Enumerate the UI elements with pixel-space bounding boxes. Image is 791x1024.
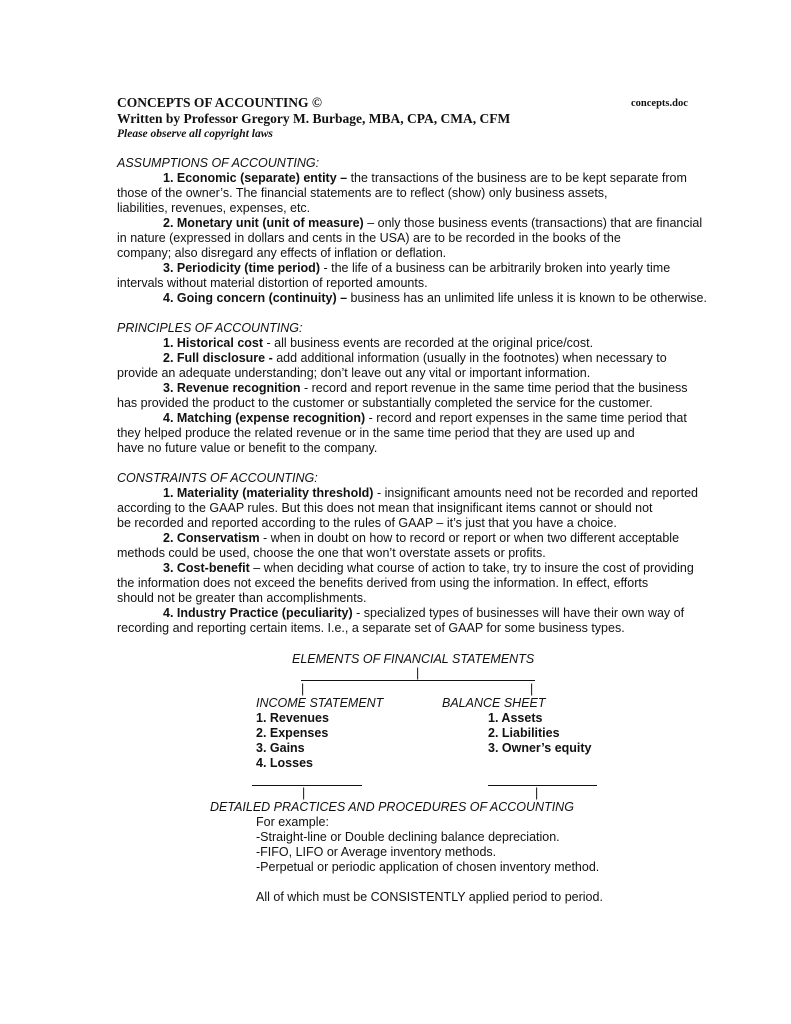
income-item: 1. Revenues xyxy=(256,711,329,725)
constraint-text: - when in doubt on how to record or report or when two different acceptable xyxy=(259,531,680,545)
constraint-text: the information does not exceed the benefits derived from using the information. In effect, efforts xyxy=(117,576,649,590)
assumption-text: in nature (expressed in dollars and cents in the USA) are to be recorded in the books of the xyxy=(117,231,621,245)
assumption-item xyxy=(117,216,737,231)
constraint-term: 4. Industry Practice (peculiarity) xyxy=(163,606,353,620)
assumption-text: – only those business events (transactions) that are financial xyxy=(363,216,703,230)
document-title: CONCEPTS OF ACCOUNTING © xyxy=(117,95,322,110)
constraint-term: 2. Conservatism xyxy=(163,531,260,545)
balance-item: 3. Owner’s equity xyxy=(488,741,592,755)
constraint-text: according to the GAAP rules. But this does not mean that insignificant items cannot or should not xyxy=(117,501,653,515)
principle-text: they helped produce the related revenue or in the same time period that they are used up and xyxy=(117,426,635,440)
principle-text: provide an adequate understanding; don’t leave out any vital or important information. xyxy=(117,366,591,380)
assumption-text: the transactions of the business are to be kept separate from xyxy=(347,171,687,185)
connector-pipe-balance: | xyxy=(535,786,539,800)
constraints-heading: CONSTRAINTS OF ACCOUNTING: xyxy=(117,471,318,485)
balance-item: 2. Liabilities xyxy=(488,726,560,740)
assumptions-list xyxy=(117,171,737,306)
constraint-item xyxy=(117,561,737,576)
practices-closing: All of which must be CONSISTENTLY applied period to period. xyxy=(256,890,603,904)
principle-item xyxy=(117,381,737,396)
assumption-item xyxy=(117,291,737,306)
principle-term: 4. Matching (expense recognition) xyxy=(163,411,366,425)
income-underline xyxy=(252,785,362,786)
assumption-item xyxy=(117,171,737,186)
constraint-text: - specialized types of businesses will have their own way of xyxy=(352,606,685,620)
principle-text: has provided the product to the customer or substantially completed the service for the customer. xyxy=(117,396,653,410)
assumption-text: intervals without material distortion of reported amounts. xyxy=(117,276,428,290)
principles-heading: PRINCIPLES OF ACCOUNTING: xyxy=(117,321,303,335)
income-statement-list xyxy=(256,711,329,771)
principle-term: 1. Historical cost xyxy=(163,336,264,350)
principle-text: - record and report revenue in the same time period that the business xyxy=(300,381,688,395)
assumption-text: liabilities, revenues, expenses, etc. xyxy=(117,201,311,215)
constraint-item xyxy=(117,531,737,546)
principles-list xyxy=(117,336,737,456)
connector-pipe-left: | xyxy=(301,682,305,696)
constraint-text: should not be greater than accomplishments. xyxy=(117,591,367,605)
balance-sheet-heading: BALANCE SHEET xyxy=(442,696,546,710)
constraint-item xyxy=(117,606,737,621)
assumption-term: 3. Periodicity (time period) xyxy=(163,261,320,275)
copyright-notice: Please observe all copyright laws xyxy=(117,128,273,140)
balance-underline xyxy=(488,785,597,786)
principle-text: - all business events are recorded at the original price/cost. xyxy=(263,336,594,350)
practices-heading: DETAILED PRACTICES AND PROCEDURES OF ACCOUNTING xyxy=(210,800,574,814)
connector-pipe-right: | xyxy=(530,682,534,696)
practices-intro: For example: xyxy=(256,815,329,829)
spacer xyxy=(256,875,603,890)
income-item: 2. Expenses xyxy=(256,726,329,740)
document-filename: concepts.doc xyxy=(631,98,688,109)
principle-text: - record and report expenses in the same time period that xyxy=(365,411,687,425)
balance-item: 1. Assets xyxy=(488,711,543,725)
principle-text: have no future value or benefit to the company. xyxy=(117,441,378,455)
principle-item xyxy=(117,336,737,351)
assumption-text: company; also disregard any effects of inflation or deflation. xyxy=(117,246,447,260)
principle-text: add additional information (usually in the footnotes) when necessary to xyxy=(272,351,667,365)
assumption-text: - the life of a business can be arbitrarily broken into yearly time xyxy=(319,261,671,275)
assumption-item xyxy=(117,261,737,276)
principle-term: 3. Revenue recognition xyxy=(163,381,301,395)
connector-pipe-income: | xyxy=(302,786,306,800)
practice-example: -Perpetual or periodic application of chosen inventory method. xyxy=(256,860,600,874)
constraint-text: - insignificant amounts need not be recorded and reported xyxy=(373,486,698,500)
elements-heading: ELEMENTS OF FINANCIAL STATEMENTS xyxy=(292,652,535,666)
assumption-term: 2. Monetary unit (unit of measure) xyxy=(163,216,364,230)
constraint-text: recording and reporting certain items. I.e., a separate set of GAAP for some business types. xyxy=(117,621,625,635)
connector-pipe-top: | xyxy=(416,666,420,680)
assumption-term: 1. Economic (separate) entity – xyxy=(163,171,348,185)
practices-body xyxy=(256,815,603,905)
principle-item xyxy=(117,351,737,366)
constraints-list xyxy=(117,486,737,636)
principle-term: 2. Full disclosure - xyxy=(163,351,273,365)
income-item: 4. Losses xyxy=(256,756,313,770)
balance-sheet-list xyxy=(488,711,592,756)
assumption-text: business has an unlimited life unless it is known to be otherwise. xyxy=(347,291,707,305)
constraint-text: be recorded and reported according to the rules of GAAP – it’s just that you have a choice. xyxy=(117,516,617,530)
constraint-term: 1. Materiality (materiality threshold) xyxy=(163,486,374,500)
assumptions-heading: ASSUMPTIONS OF ACCOUNTING: xyxy=(117,156,320,170)
income-item: 3. Gains xyxy=(256,741,305,755)
constraint-text: – when deciding what course of action to take, try to insure the cost of providing xyxy=(249,561,694,575)
constraint-term: 3. Cost-benefit xyxy=(163,561,250,575)
principle-item xyxy=(117,411,737,426)
constraint-item xyxy=(117,486,737,501)
income-statement-heading: INCOME STATEMENT xyxy=(256,696,384,710)
constraint-text: methods could be used, choose the one that won’t overstate assets or profits. xyxy=(117,546,546,560)
assumption-text: those of the owner’s. The financial statements are to reflect (show) only business assets, xyxy=(117,186,608,200)
assumption-term: 4. Going concern (continuity) – xyxy=(163,291,348,305)
author-line: Written by Professor Gregory M. Burbage, MBA, CPA, CMA, CFM xyxy=(117,111,511,126)
practice-example: -Straight-line or Double declining balance depreciation. xyxy=(256,830,560,844)
practice-example: -FIFO, LIFO or Average inventory methods. xyxy=(256,845,497,859)
